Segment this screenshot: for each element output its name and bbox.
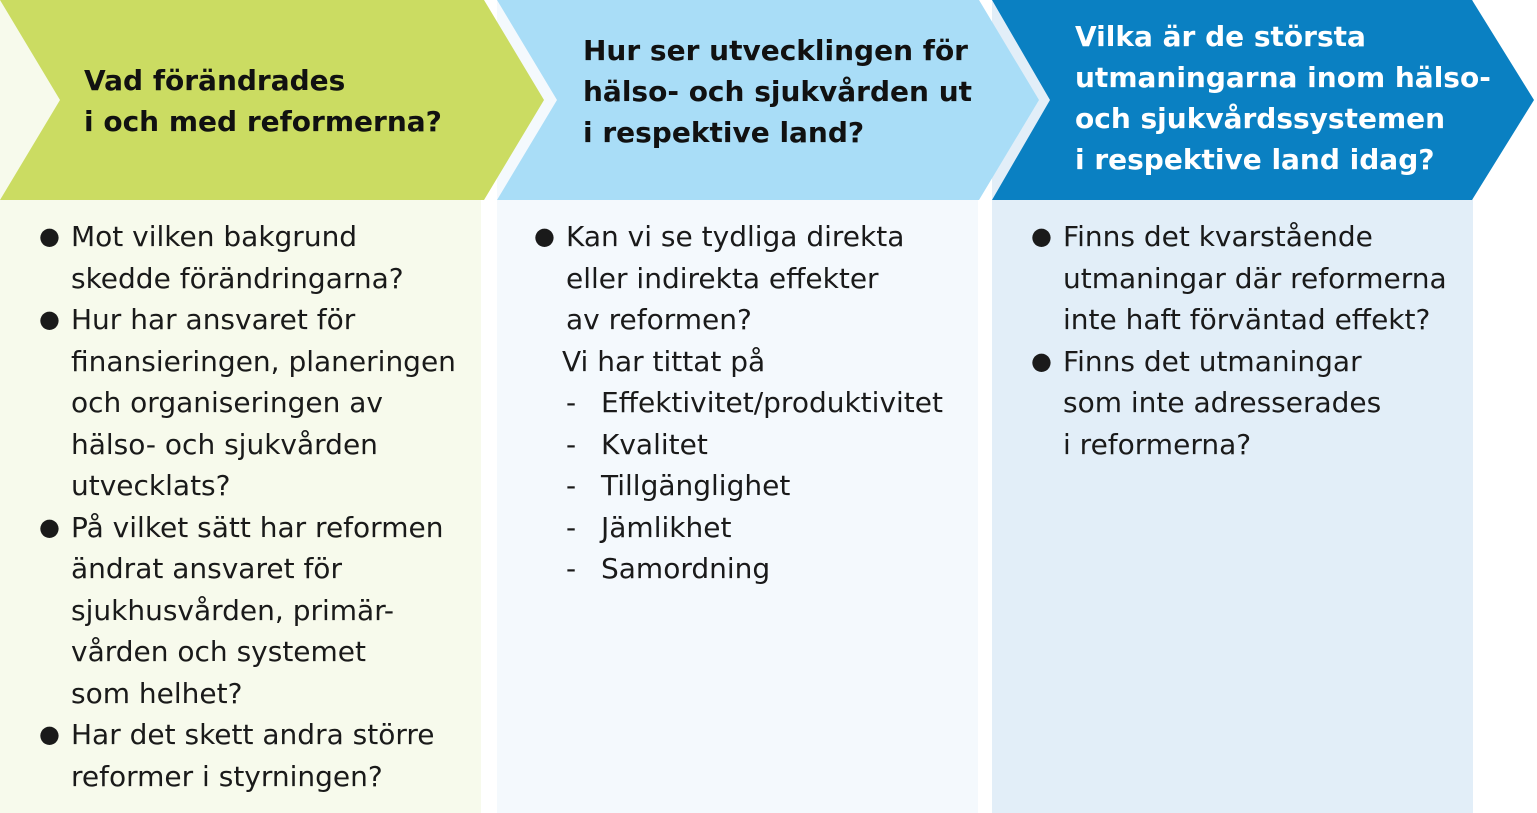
dash-icon: - xyxy=(566,552,577,585)
aspect-list xyxy=(531,382,943,590)
item-line: och organiseringen av xyxy=(71,386,384,419)
item-line: som helhet? xyxy=(71,676,243,710)
column-3-heading xyxy=(1075,16,1491,180)
aspect-item xyxy=(531,548,943,590)
heading-line: hälso- och sjukvården ut xyxy=(583,75,973,108)
bullet-icon: ● xyxy=(39,222,60,250)
aspect-label: Jämlikhet xyxy=(601,510,732,544)
item-line: reformer i styrningen? xyxy=(71,759,383,793)
dash-icon: - xyxy=(566,469,577,502)
heading-line: utmaningarna inom hälso- xyxy=(1075,61,1491,94)
item-line: som inte adresserades xyxy=(1063,386,1382,419)
aspect-item xyxy=(531,424,943,466)
item-line: Mot vilken bakgrund xyxy=(71,220,358,253)
list-item xyxy=(36,507,456,715)
item-line: Har det skett andra större xyxy=(71,718,435,751)
sub-list-block xyxy=(531,341,943,590)
item-line: eller indirekta effekter xyxy=(566,261,879,295)
list-item xyxy=(1028,216,1447,341)
item-line: vården och systemet xyxy=(71,635,366,668)
column-2-heading xyxy=(583,30,972,153)
item-line: utvecklats? xyxy=(71,469,231,502)
column-2-question-list xyxy=(531,216,943,590)
item-line: inte haft förväntad effekt? xyxy=(1063,303,1431,336)
item-line: sjukhusvården, primär- xyxy=(71,593,395,627)
list-item xyxy=(531,216,943,341)
column-3-question-list xyxy=(1028,216,1447,465)
item-line: Hur har ansvaret för xyxy=(71,303,356,336)
sub-list-intro: Vi har tittat på xyxy=(562,344,766,378)
list-item xyxy=(36,714,456,797)
item-line: hälso- och sjukvården xyxy=(71,427,378,461)
item-line: Finns det utmaningar xyxy=(1063,344,1362,378)
bullet-icon: ● xyxy=(39,720,60,748)
list-item xyxy=(36,216,456,299)
bullet-icon: ● xyxy=(39,512,60,541)
item-line: skedde förändringarna? xyxy=(71,261,404,295)
item-line: Finns det kvarstående xyxy=(1063,220,1373,253)
dash-icon: - xyxy=(566,510,577,544)
bullet-icon: ● xyxy=(1031,346,1052,375)
bullet-icon: ● xyxy=(1031,222,1052,250)
dash-icon: - xyxy=(566,427,577,461)
list-item xyxy=(36,299,456,507)
dash-icon: - xyxy=(566,386,577,419)
list-item xyxy=(1028,341,1447,466)
column-1-heading xyxy=(84,60,442,142)
item-line: Kan vi se tydliga direkta xyxy=(566,220,905,253)
aspect-label: Tillgänglighet xyxy=(601,469,791,502)
heading-line: Vilka är de största xyxy=(1075,20,1366,53)
item-line: utmaningar där reformerna xyxy=(1063,261,1447,295)
column-1-question-list xyxy=(36,216,456,797)
item-line: av reformen? xyxy=(566,303,752,336)
aspect-item xyxy=(531,507,943,549)
heading-line: och sjukvårdssystemen xyxy=(1075,102,1446,135)
aspect-item xyxy=(531,465,943,507)
item-line: finansieringen, planeringen xyxy=(71,344,456,378)
bullet-icon: ● xyxy=(534,222,555,250)
item-line: ändrat ansvaret för xyxy=(71,552,342,585)
aspect-label: Effektivitet/produktivitet xyxy=(601,386,943,419)
aspect-label: Kvalitet xyxy=(601,427,708,461)
heading-line: i respektive land idag? xyxy=(1075,143,1435,176)
heading-line: Vad förändrades xyxy=(84,64,346,97)
heading-line: i och med reformerna? xyxy=(84,105,442,138)
item-line: i reformerna? xyxy=(1063,427,1252,461)
item-line: På vilket sätt har reformen xyxy=(71,510,444,544)
bullet-icon: ● xyxy=(39,305,60,333)
aspect-label: Samordning xyxy=(601,552,771,585)
aspect-item xyxy=(531,382,943,424)
heading-line: Hur ser utvecklingen för xyxy=(583,34,968,67)
heading-line: i respektive land? xyxy=(583,116,865,149)
